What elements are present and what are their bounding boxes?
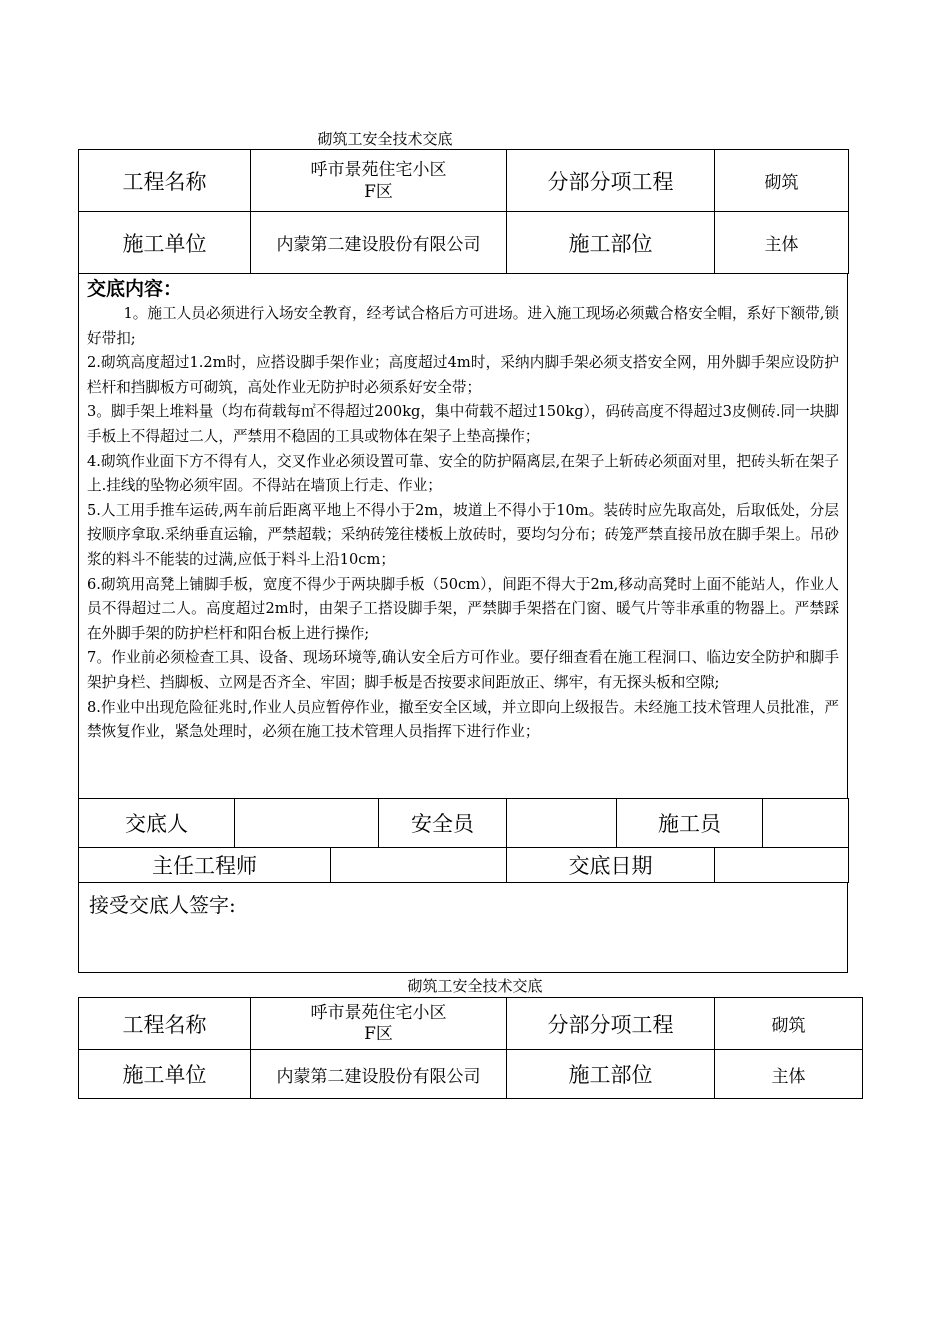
receiver-sign-label[interactable]: 接受交底人签字: — [79, 883, 848, 973]
date-label: 交底日期 — [507, 848, 715, 883]
safety-officer-label: 安全员 — [379, 799, 507, 848]
project-name-value-2: 呼市景苑住宅小区 F区 — [251, 998, 507, 1050]
part-label-2: 施工部位 — [507, 1050, 715, 1099]
chief-engineer-label: 主任工程师 — [79, 848, 331, 883]
contractor-value: 内蒙第二建设股份有限公司 — [251, 212, 507, 274]
content-item-4: 4.砌筑作业面下方不得有人，交叉作业必须设置可靠、安全的防护隔离层,在架子上斩砖必须面对里，把砖头斩在架子上.挂线的坠物必须牢固。不得站在墙顶上行走、作业； — [87, 452, 839, 495]
header-table-2 — [78, 997, 863, 1099]
content-item-2: 2.砌筑高度超过1.2m时，应搭设脚手架作业；高度超过4m时，采纳内脚手架必须支搭安全网，用外脚手架应设防护栏杆和挡脚板方可砌筑，高处作业无防护时必须系好安全带； — [87, 354, 839, 396]
content-table — [78, 273, 848, 799]
engineer-table — [78, 847, 849, 883]
project-name-label-2: 工程名称 — [79, 998, 251, 1050]
sub-project-label: 分部分项工程 — [507, 150, 715, 212]
constructor-label: 施工员 — [617, 799, 763, 848]
chief-engineer-value[interactable] — [331, 848, 507, 883]
doc-title-2: 砌筑工安全技术交底 — [407, 977, 543, 995]
constructor-value[interactable] — [763, 799, 849, 848]
safety-officer-value[interactable] — [507, 799, 617, 848]
project-name-label: 工程名称 — [79, 150, 251, 212]
project-name-value: 呼市景苑住宅小区 F区 — [251, 150, 507, 212]
header-table — [78, 149, 849, 274]
sub-project-value-2: 砌筑 — [715, 998, 863, 1050]
signoff-table — [78, 798, 849, 848]
contractor-label: 施工单位 — [79, 212, 251, 274]
content-item-5: 5.人工用手推车运砖,两车前后距离平地上不得小于2m，坡道上不得小于10m。装砖时应先取高处，后取低处，分层按顺序拿取.采纳垂直运输，严禁超载；采纳砖笼往楼板上放砖时，要均匀分布；砖笼严禁直接吊放在脚手架上。吊砂浆的料斗不能装的过满,应低于料斗上沿10cm； — [87, 501, 839, 568]
receiver-table — [78, 882, 848, 973]
contractor-value-2: 内蒙第二建设股份有限公司 — [251, 1050, 507, 1099]
content-cell — [79, 274, 848, 799]
content-heading: 交底内容： — [87, 278, 183, 300]
contractor-label-2: 施工单位 — [79, 1050, 251, 1099]
doc-title: 砌筑工安全技术交底 — [317, 130, 453, 148]
content-item-1: 1。施工人员必须进行入场安全教育，经考试合格后方可进场。进入施工现场必须戴合格安全帽，系好下额带,锁好带扣; — [87, 305, 839, 347]
part-value-2: 主体 — [715, 1050, 863, 1099]
part-label: 施工部位 — [507, 212, 715, 274]
sub-project-value: 砌筑 — [715, 150, 849, 212]
briefer-label: 交底人 — [79, 799, 235, 848]
briefer-value[interactable] — [235, 799, 379, 848]
content-item-8: 8.作业中出现危险征兆时,作业人员应暂停作业，撤至安全区域，并立即向上级报告。未经施工技术管理人员批准，严禁恢复作业，紧急处理时，必须在施工技术管理人员指挥下进行作业； — [87, 698, 839, 741]
content-item-6: 6.砌筑用高凳上铺脚手板，宽度不得少于两块脚手板（50cm），间距不得大于2m,移动高凳时上面不能站人，作业人员不得超过二人。高度超过2m时，由架子工搭设脚手架，严禁脚手架搭在门窗、暖气片等非承重的物器上。严禁踩在外脚手架的防护栏杆和阳台板上进行操作; — [87, 575, 839, 642]
sub-project-label-2: 分部分项工程 — [507, 998, 715, 1050]
date-value[interactable] — [715, 848, 849, 883]
part-value: 主体 — [715, 212, 849, 274]
content-item-3: 3。脚手架上堆料量（均布荷载每㎡不得超过200kg，集中荷载不超过150kg），码砖高度不得超过3皮侧砖.同一块脚手板上不得超过二人，严禁用不稳固的工具或物体在架子上垫高操作； — [87, 403, 839, 445]
content-item-7: 7。作业前必须检查工具、设备、现场环境等,确认安全后方可作业。要仔细查看在施工程洞口、临边安全防护和脚手架护身栏、挡脚板、立网是否齐全、牢固；脚手板是否按要求间距放正、绑牢，有无探头板和空隙; — [87, 649, 839, 691]
